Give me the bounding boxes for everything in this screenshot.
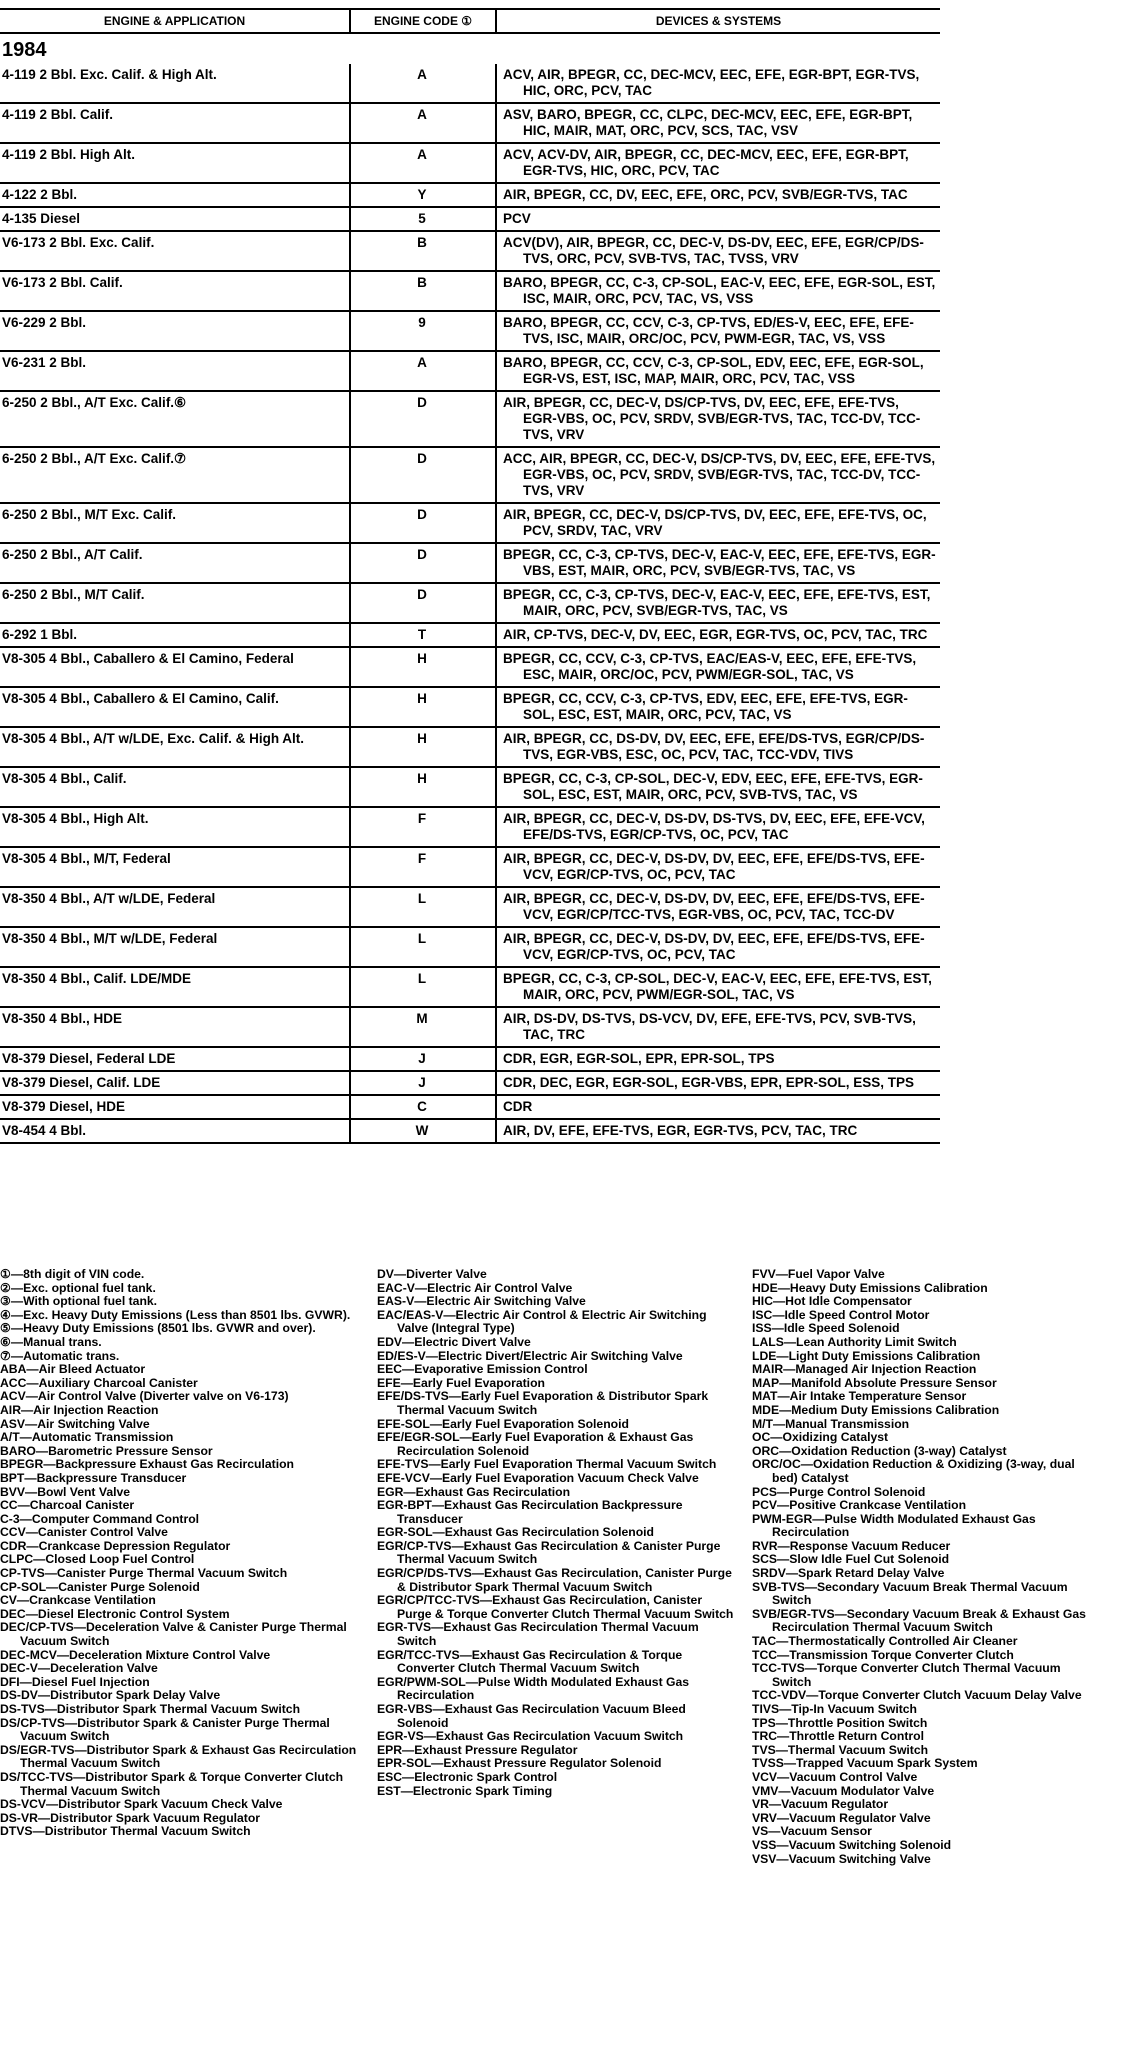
legend-item: ④—Exc. Heavy Duty Emissions (Less than 8501 lbs. GVWR). [0,1307,351,1322]
devices-systems: ACC, AIR, BPEGR, CC, DEC-V, DS/CP-TVS, DV, EEC, EFE, EFE-TVS, EGR-VBS, OC, PCV, SRDV, SVB/EGR-TVS, TAC, TCC-DV, TCC-TVS, VRV [503,451,936,498]
legend-item: TVS—Thermal Vacuum Switch [752,1742,929,1757]
devices-systems: CDR [503,1099,533,1114]
table-row [0,847,940,887]
devices-systems: ACV, AIR, BPEGR, CC, DEC-MCV, EEC, EFE, EGR-BPT, EGR-TVS, HIC, ORC, PCV, TAC [503,67,920,98]
legend-item: MAP—Manifold Absolute Pressure Sensor [752,1375,997,1390]
legend-item: TRC—Throttle Return Control [752,1729,924,1744]
legend-item: CLPC—Closed Loop Fuel Control [0,1552,195,1567]
engine-code: M [350,1007,496,1047]
engine-code: A [350,351,496,391]
legend-item: DV—Diverter Valve [377,1267,487,1281]
engine-application: V8-350 4 Bbl., Calif. LDE/MDE [2,971,192,986]
legend-item: CC—Charcoal Canister [0,1498,135,1513]
table-row [0,927,940,967]
legend-item: VMV—Vacuum Modulator Valve [752,1783,935,1798]
engine-code: Y [350,183,496,207]
engine-application: V6-229 2 Bbl. [2,315,87,330]
legend-item: TPS—Throttle Position Switch [752,1715,928,1730]
table-row [0,311,940,351]
legend-item: TIVS—Tip-In Vacuum Switch [752,1702,918,1716]
legend-item: EPR—Exhaust Pressure Regulator [377,1742,578,1757]
engine-application: V8-350 4 Bbl., HDE [2,1011,123,1026]
legend-item: ORC/OC—Oxidation Reduction & Oxidizing (3-way, dual bed) Catalyst [752,1457,1075,1485]
legend-item: PWM-EGR—Pulse Width Modulated Exhaust Gas Recirculation [752,1511,1036,1540]
legend-column-2 [377,1268,737,1798]
legend-item: PCS—Purge Control Solenoid [752,1484,926,1499]
engine-code: D [350,391,496,447]
legend-item: CV—Crankcase Ventilation [0,1593,156,1608]
legend-column-3 [752,1268,1092,1866]
engine-code: 9 [350,311,496,351]
devices-systems: ASV, BARO, BPEGR, CC, CLPC, DEC-MCV, EEC, EFE, EGR-BPT, HIC, MAIR, MAT, ORC, PCV, SCS, TAC, VSV [503,107,913,138]
legend-item: ACC—Auxiliary Charcoal Canister [0,1375,198,1390]
engine-application: 4-135 Diesel [2,211,81,226]
devices-systems: BARO, BPEGR, CC, CCV, C-3, CP-SOL, EDV, EEC, EFE, EGR-SOL, EGR-VS, EST, ISC, MAP, MAIR, ORC, PCV, TAC, VSS [503,355,924,386]
legend-item: MDE—Medium Duty Emissions Calibration [752,1402,1000,1417]
legend-item: DS/EGR-TVS—Distributor Spark & Exhaust Gas Recirculation Thermal Vacuum Switch [0,1742,357,1771]
devices-systems: BPEGR, CC, CCV, C-3, CP-TVS, EAC/EAS-V, EEC, EFE, EFE-TVS, ESC, MAIR, ORC/OC, PCV, PWM/EGR-SOL, TAC, VS [503,651,917,682]
devices-systems: CDR, DEC, EGR, EGR-SOL, EGR-VBS, EPR, EPR-SOL, ESS, TPS [503,1075,915,1090]
legend-item: DS-TVS—Distributor Spark Thermal Vacuum Switch [0,1702,301,1716]
engine-code: C [350,1095,496,1119]
engine-code: H [350,687,496,727]
table-row [0,183,940,207]
table-row [0,727,940,767]
table-row [0,447,940,503]
model-year: 1984 [2,39,47,61]
legend-item: TCC-TVS—Torque Converter Clutch Thermal Vacuum Switch [752,1661,1061,1689]
legend-item: EGR-VS—Exhaust Gas Recirculation Vacuum Switch [377,1729,684,1744]
table-row [0,503,940,543]
engine-code: D [350,543,496,583]
legend-item: EGR—Exhaust Gas Recirculation [377,1484,571,1499]
devices-systems: AIR, BPEGR, CC, DS-DV, DV, EEC, EFE, EFE/DS-TVS, EGR/CP/DS-TVS, EGR-VBS, ESC, OC, PCV, TAC, TCC-VDV, TIVS [503,731,925,762]
devices-systems: BPEGR, CC, C-3, CP-TVS, DEC-V, EAC-V, EEC, EFE, EFE-TVS, EGR-VBS, EST, MAIR, ORC, PCV, SVB/EGR-TVS, TAC, VS [503,547,936,578]
legend-item: EPR-SOL—Exhaust Pressure Regulator Solenoid [377,1756,662,1771]
engine-code: L [350,887,496,927]
devices-systems: PCV [503,211,531,226]
legend-item: ①—8th digit of VIN code. [0,1267,145,1281]
engine-code: D [350,583,496,623]
legend-item: TVSS—Trapped Vacuum Spark System [752,1756,978,1771]
engine-application: V6-173 2 Bbl. Exc. Calif. [2,235,155,250]
engine-application: V8-379 Diesel, HDE [2,1099,126,1114]
engine-application: V6-173 2 Bbl. Calif. [2,275,123,290]
engine-code: A [350,64,496,103]
legend-item: EFE—Early Fuel Evaporation [377,1375,545,1390]
header-engine-application: ENGINE & APPLICATION [0,9,350,33]
devices-systems: AIR, BPEGR, CC, DEC-V, DS-DV, DV, EEC, EFE, EFE/DS-TVS, EFE-VCV, EGR/CP/TCC-TVS, EGR-VBS, OC, PCV, TAC, TCC-DV [503,891,925,922]
engine-application: 4-119 2 Bbl. Calif. [2,107,114,122]
legend-item: BVV—Bowl Vent Valve [0,1484,131,1499]
engine-application: V8-305 4 Bbl., Calif. [2,771,127,786]
engine-application: V6-231 2 Bbl. [2,355,87,370]
legend-item: C-3—Computer Command Control [0,1511,200,1526]
legend-item: CP-TVS—Canister Purge Thermal Vacuum Switch [0,1566,288,1581]
devices-systems: AIR, BPEGR, CC, DEC-V, DS-DV, DV, EEC, EFE, EFE/DS-TVS, EFE-VCV, EGR/CP-TVS, OC, PCV, TAC [503,851,925,882]
engine-application: 6-250 2 Bbl., A/T Exc. Calif.⑦ [2,451,187,466]
legend-item: EDV—Electric Divert Valve [377,1334,531,1349]
legend-item: DFI—Diesel Fuel Injection [0,1674,150,1689]
legend-item: HDE—Heavy Duty Emissions Calibration [752,1280,988,1295]
engine-code: L [350,967,496,1007]
engine-code: T [350,623,496,647]
table-row [0,1071,940,1095]
legend-item: ORC—Oxidation Reduction (3-way) Catalyst [752,1443,1007,1458]
engine-application: 4-122 2 Bbl. [2,187,78,202]
engine-application: V8-305 4 Bbl., Caballero & El Camino, Federal [2,651,294,666]
table-row [0,271,940,311]
legend-item: SCS—Slow Idle Fuel Cut Solenoid [752,1552,950,1567]
legend-item: EGR/TCC-TVS—Exhaust Gas Recirculation & Torque Converter Clutch Thermal Vacuum Switch [377,1647,683,1676]
legend-item: DEC/CP-TVS—Deceleration Valve & Canister Purge Thermal Vacuum Switch [0,1620,347,1649]
table-row [0,647,940,687]
table-row [0,887,940,927]
devices-systems: ACV(DV), AIR, BPEGR, CC, DEC-V, DS-DV, EEC, EFE, EGR/CP/DS-TVS, ORC, PCV, SVB-TVS, TAC, TVSS, VRV [503,235,924,266]
legend-item: EGR-SOL—Exhaust Gas Recirculation Solenoid [377,1525,654,1540]
legend-item: RVR—Response Vacuum Reducer [752,1538,951,1553]
legend-item: EAC-V—Electric Air Control Valve [377,1280,573,1295]
engine-application: V8-305 4 Bbl., M/T, Federal [2,851,171,866]
legend-item: EGR-TVS—Exhaust Gas Recirculation Thermal Vacuum Switch [377,1620,699,1649]
legend-item: ⑥—Manual trans. [0,1334,102,1349]
engine-code: B [350,231,496,271]
legend-item: OC—Oxidizing Catalyst [752,1430,889,1445]
engine-code: 5 [350,207,496,231]
table-row [0,351,940,391]
engine-code: A [350,143,496,183]
legend-item: VS—Vacuum Sensor [752,1824,872,1839]
engine-code: H [350,727,496,767]
legend-item: DS-DV—Distributor Spark Delay Valve [0,1688,221,1703]
legend-item: EGR/CP-TVS—Exhaust Gas Recirculation & Canister Purge Thermal Vacuum Switch [377,1538,721,1567]
legend-item: ISC—Idle Speed Control Motor [752,1307,930,1322]
table-row [0,143,940,183]
table-row [0,64,940,103]
engine-application: V8-350 4 Bbl., M/T w/LDE, Federal [2,931,218,946]
legend-item: CP-SOL—Canister Purge Solenoid [0,1579,200,1594]
engine-application: V8-350 4 Bbl., A/T w/LDE, Federal [2,891,216,906]
legend-item: VSS—Vacuum Switching Solenoid [752,1837,952,1852]
legend-item: TAC—Thermostatically Controlled Air Cleaner [752,1634,1018,1649]
table-row [0,1007,940,1047]
engine-code: D [350,447,496,503]
legend-item: MAIR—Managed Air Injection Reaction [752,1362,977,1377]
legend-item: ⑤—Heavy Duty Emissions (8501 lbs. GVWR and over). [0,1321,316,1336]
legend-item: TCC—Transmission Torque Converter Clutch [752,1647,1014,1662]
legend-item: BARO—Barometric Pressure Sensor [0,1443,213,1458]
engine-code: F [350,807,496,847]
engine-application: V8-305 4 Bbl., Caballero & El Camino, Calif. [2,691,279,706]
legend-item: DEC-MCV—Deceleration Mixture Control Valve [0,1647,271,1662]
engine-code: W [350,1119,496,1143]
devices-systems: AIR, DV, EFE, EFE-TVS, EGR, EGR-TVS, PCV, TAC, TRC [503,1123,858,1138]
engine-code: L [350,927,496,967]
engine-application: 4-119 2 Bbl. Exc. Calif. & High Alt. [2,67,217,82]
header-engine-code: ENGINE CODE ① [350,9,496,33]
engine-application: 6-250 2 Bbl., A/T Calif. [2,547,143,562]
table-row [0,1047,940,1071]
table-row [0,207,940,231]
legend-item: EST—Electronic Spark Timing [377,1783,553,1798]
legend-item: ⑦—Automatic trans. [0,1348,120,1363]
legend-item: EFE/EGR-SOL—Early Fuel Evaporation & Exhaust Gas Recirculation Solenoid [377,1430,694,1458]
legend-item: BPEGR—Backpressure Exhaust Gas Recirculation [0,1457,294,1472]
legend-item: DS/CP-TVS—Distributor Spark & Canister Purge Thermal Vacuum Switch [0,1715,330,1744]
table-row [0,967,940,1007]
legend-item: ED/ES-V—Electric Divert/Electric Air Switching Valve [377,1348,683,1363]
legend-item: LDE—Light Duty Emissions Calibration [752,1348,981,1363]
legend-item: DEC—Diesel Electronic Control System [0,1606,230,1621]
engine-application: 6-250 2 Bbl., M/T Calif. [2,587,145,602]
table-row [0,543,940,583]
engine-application: V8-379 Diesel, Federal LDE [2,1051,176,1066]
legend-item: SRDV—Spark Retard Delay Valve [752,1566,945,1581]
devices-systems: BARO, BPEGR, CC, CCV, C-3, CP-TVS, ED/ES-V, EEC, EFE, EFE-TVS, ISC, MAIR, ORC/OC, PCV, PWM-EGR, TAC, VS, VSS [503,315,914,346]
devices-systems: BARO, BPEGR, CC, C-3, CP-SOL, EAC-V, EEC, EFE, EGR-SOL, EST, ISC, MAIR, ORC, PCV, TAC, VS, VSS [503,275,936,306]
legend-item: DS-VCV—Distributor Spark Vacuum Check Valve [0,1797,283,1812]
engine-application: V8-379 Diesel, Calif. LDE [2,1075,161,1090]
engine-code: D [350,503,496,543]
legend-item: M/T—Manual Transmission [752,1416,910,1431]
legend-item: ②—Exc. optional fuel tank. [0,1280,156,1295]
legend-item: CDR—Crankcase Depression Regulator [0,1538,231,1553]
legend-item: LALS—Lean Authority Limit Switch [752,1334,957,1349]
legend-item: FVV—Fuel Vapor Valve [752,1267,885,1281]
legend-item: EGR-VBS—Exhaust Gas Recirculation Vacuum Bleed Solenoid [377,1702,686,1730]
legend-column-1 [0,1268,358,1839]
legend-item: TCC-VDV—Torque Converter Clutch Vacuum Delay Valve [752,1688,1082,1703]
year-row [0,33,940,64]
legend-item: EFE-SOL—Early Fuel Evaporation Solenoid [377,1416,629,1431]
legend-item: ESC—Electronic Spark Control [377,1769,558,1784]
engine-code: H [350,647,496,687]
engine-code: J [350,1047,496,1071]
legend-item: ASV—Air Switching Valve [0,1416,150,1431]
table-header-row [0,9,940,33]
engine-application: 6-250 2 Bbl., M/T Exc. Calif. [2,507,177,522]
devices-systems: CDR, EGR, EGR-SOL, EPR, EPR-SOL, TPS [503,1051,775,1066]
devices-systems: AIR, CP-TVS, DEC-V, DV, EEC, EGR, EGR-TVS, OC, PCV, TAC, TRC [503,627,928,642]
legend-item: VRV—Vacuum Regulator Valve [752,1810,931,1825]
legend-item: EGR-BPT—Exhaust Gas Recirculation Backpressure Transducer [377,1498,683,1526]
engine-application: 4-119 2 Bbl. High Alt. [2,147,136,162]
table-row [0,231,940,271]
legend-item: SVB-TVS—Secondary Vacuum Break Thermal Vacuum Switch [752,1579,1068,1608]
legend-item: EEC—Evaporative Emission Control [377,1362,588,1377]
table-row [0,103,940,143]
legend-item: SVB/EGR-TVS—Secondary Vacuum Break & Exhaust Gas Recirculation Thermal Vacuum Switch [752,1606,1086,1635]
legend-item: BPT—Backpressure Transducer [0,1470,187,1485]
table-row [0,583,940,623]
legend-item: EAS-V—Electric Air Switching Valve [377,1294,586,1309]
table-row [0,767,940,807]
engine-code: B [350,271,496,311]
legend-item: EAC/EAS-V—Electric Air Control & Electric Air Switching Valve (Integral Type) [377,1307,707,1336]
legend-item: DS/TCC-TVS—Distributor Spark & Torque Converter Clutch Thermal Vacuum Switch [0,1769,344,1798]
engine-application: V8-305 4 Bbl., High Alt. [2,811,149,826]
legend-item: EFE-VCV—Early Fuel Evaporation Vacuum Check Valve [377,1470,699,1485]
legend-item: HIC—Hot Idle Compensator [752,1294,912,1309]
devices-systems: BPEGR, CC, CCV, C-3, CP-TVS, EDV, EEC, EFE, EFE-TVS, EGR-SOL, ESC, EST, MAIR, ORC, PCV, TAC, VS [503,691,908,722]
devices-systems: AIR, BPEGR, CC, DEC-V, DS/CP-TVS, DV, EEC, EFE, EFE-TVS, EGR-VBS, OC, PCV, SRDV, SVB/EGR-TVS, TAC, TCC-DV, TCC-TVS, VRV [503,395,921,442]
legend-item: ISS—Idle Speed Solenoid [752,1321,900,1336]
table-row [0,1119,940,1143]
legend-item: PCV—Positive Crankcase Ventilation [752,1498,967,1513]
engine-code: F [350,847,496,887]
engine-application: V8-305 4 Bbl., A/T w/LDE, Exc. Calif. & High Alt. [2,731,305,746]
devices-systems: AIR, BPEGR, CC, DEC-V, DS-DV, DS-TVS, DV, EEC, EFE, EFE-VCV, EFE/DS-TVS, EGR/CP-TVS, OC, PCV, TAC [503,811,925,842]
devices-systems: AIR, BPEGR, CC, DEC-V, DS/CP-TVS, DV, EEC, EFE, EFE-TVS, OC, PCV, SRDV, TAC, VRV [503,507,927,538]
legend-item: EGR/PWM-SOL—Pulse Width Modulated Exhaust Gas Recirculation [377,1674,690,1703]
legend-item: ABA—Air Bleed Actuator [0,1362,146,1377]
devices-systems: BPEGR, CC, C-3, CP-SOL, DEC-V, EAC-V, EEC, EFE, EFE-TVS, EST, MAIR, ORC, PCV, PWM/EGR-SOL, TAC, VS [503,971,932,1002]
legend-item: ACV—Air Control Valve (Diverter valve on V6-173) [0,1389,289,1404]
engine-application: V8-454 4 Bbl. [2,1123,87,1138]
engine-code: H [350,767,496,807]
engine-code: A [350,103,496,143]
legend-item: EGR/CP/DS-TVS—Exhaust Gas Recirculation, Canister Purge & Distributor Spark Thermal Vacuum Switch [377,1566,732,1594]
devices-systems: AIR, BPEGR, CC, DV, EEC, EFE, ORC, PCV, SVB/EGR-TVS, TAC [503,187,908,202]
legend-item: ③—With optional fuel tank. [0,1294,158,1309]
legend-item: CCV—Canister Control Valve [0,1525,168,1540]
legend-item: A/T—Automatic Transmission [0,1430,174,1445]
engine-application: 6-250 2 Bbl., A/T Exc. Calif.⑥ [2,395,187,410]
engine-application: 6-292 1 Bbl. [2,627,78,642]
legend-item: VCV—Vacuum Control Valve [752,1769,918,1784]
legend-item: VSV—Vacuum Switching Valve [752,1851,931,1866]
engine-code: J [350,1071,496,1095]
table-row [0,1095,940,1119]
legend-item: DEC-V—Deceleration Valve [0,1661,158,1676]
devices-systems: BPEGR, CC, C-3, CP-SOL, DEC-V, EDV, EEC, EFE, EFE-TVS, EGR-SOL, ESC, EST, MAIR, ORC, PCV, SVB-TVS, TAC, VS [503,771,923,802]
table-row [0,391,940,447]
legend-item: VR—Vacuum Regulator [752,1797,889,1812]
header-devices-systems: DEVICES & SYSTEMS [496,9,940,33]
devices-systems: ACV, ACV-DV, AIR, BPEGR, CC, DEC-MCV, EEC, EFE, EGR-BPT, EGR-TVS, HIC, ORC, PCV, TAC [503,147,909,178]
legend-item: EFE/DS-TVS—Early Fuel Evaporation & Distributor Spark Thermal Vacuum Switch [377,1389,709,1417]
emission-devices-table [0,8,940,1144]
legend-item: EGR/CP/TCC-TVS—Exhaust Gas Recirculation, Canister Purge & Torque Converter Clutch Thermal Vacuum Switch [377,1593,734,1621]
table-row [0,623,940,647]
table-row [0,807,940,847]
table-row [0,687,940,727]
legend-item: DTVS—Distributor Thermal Vacuum Switch [0,1824,251,1839]
devices-systems: AIR, BPEGR, CC, DEC-V, DS-DV, DV, EEC, EFE, EFE/DS-TVS, EFE-VCV, EGR/CP-TVS, OC, PCV, TAC [503,931,925,962]
devices-systems: BPEGR, CC, C-3, CP-TVS, DEC-V, EAC-V, EEC, EFE, EFE-TVS, EST, MAIR, ORC, PCV, SVB/EGR-TVS, TAC, VS [503,587,931,618]
legend-item: EFE-TVS—Early Fuel Evaporation Thermal Vacuum Switch [377,1457,717,1472]
devices-systems: AIR, DS-DV, DS-TVS, DS-VCV, DV, EFE, EFE-TVS, PCV, SVB-TVS, TAC, TRC [503,1011,916,1042]
legend-item: DS-VR—Distributor Spark Vacuum Regulator [0,1810,261,1825]
legend-item: MAT—Air Intake Temperature Sensor [752,1389,967,1404]
legend-item: AIR—Air Injection Reaction [0,1402,159,1417]
